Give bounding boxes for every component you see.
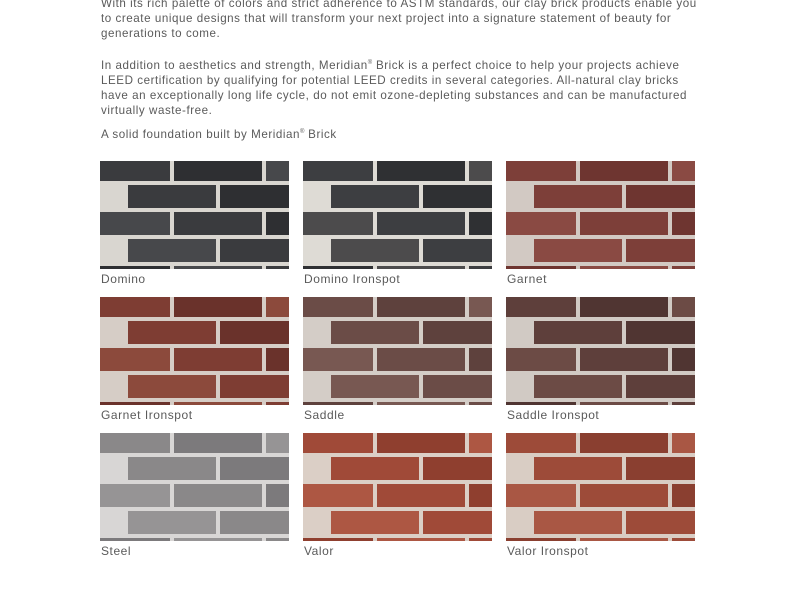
paragraph-2-start: In addition to aesthetics and strength, Meridian bbox=[101, 59, 368, 72]
swatch-label: Domino bbox=[101, 272, 146, 286]
brick-sample-image bbox=[303, 433, 492, 541]
brick-sample-image bbox=[303, 161, 492, 269]
paragraph-2-end: Brick is a perfect choice to help your projects achieve LEED certification by qualifying for potential LEED credits in several categories. All-natural clay bricks have an exceptionally long life cycle, do not emit ozone-depleting substances and can be manufactured virtually waste-free. bbox=[101, 59, 687, 117]
brick-swatch-domino bbox=[100, 161, 289, 297]
brick-sample-image bbox=[100, 161, 289, 269]
swatch-label: Saddle bbox=[304, 408, 345, 422]
brick-sample-image bbox=[100, 433, 289, 541]
registered-mark: ® bbox=[299, 129, 305, 135]
brick-swatch-valor bbox=[303, 433, 492, 569]
swatch-label: Domino Ironspot bbox=[304, 272, 401, 286]
intro-paragraph-2 bbox=[101, 56, 701, 118]
brick-sample-image bbox=[506, 433, 695, 541]
brick-swatch-saddle-ironspot bbox=[506, 297, 695, 433]
brick-swatch-steel bbox=[100, 433, 289, 569]
brick-swatch-garnet-ironspot bbox=[100, 297, 289, 433]
intro-text bbox=[101, 0, 701, 142]
tagline-end: Brick bbox=[304, 128, 337, 141]
swatch-label: Saddle Ironspot bbox=[507, 408, 600, 422]
swatch-label: Valor Ironspot bbox=[507, 544, 589, 558]
tagline-start: A solid foundation built by Meridian bbox=[101, 128, 300, 141]
brick-sample-image bbox=[303, 297, 492, 405]
brick-swatch-saddle bbox=[303, 297, 492, 433]
brick-swatch-valor-ironspot bbox=[506, 433, 695, 569]
brick-swatch-domino-ironspot bbox=[303, 161, 492, 297]
swatch-label: Valor bbox=[304, 544, 334, 558]
tagline bbox=[101, 125, 701, 142]
brick-color-grid bbox=[100, 161, 696, 569]
brick-sample-image bbox=[506, 297, 695, 405]
brick-sample-image bbox=[100, 297, 289, 405]
brick-sample-image bbox=[506, 161, 695, 269]
registered-mark: ® bbox=[367, 60, 373, 66]
intro-paragraph-1: With its rich palette of colors and strict adherence to ASTM standards, our clay brick products enable you to create unique designs that will transform your next project into a signature statement of beauty for generations to come. bbox=[101, 0, 697, 40]
swatch-label: Garnet bbox=[507, 272, 547, 286]
brick-swatch-garnet bbox=[506, 161, 695, 297]
swatch-label: Steel bbox=[101, 544, 132, 558]
swatch-label: Garnet Ironspot bbox=[101, 408, 193, 422]
